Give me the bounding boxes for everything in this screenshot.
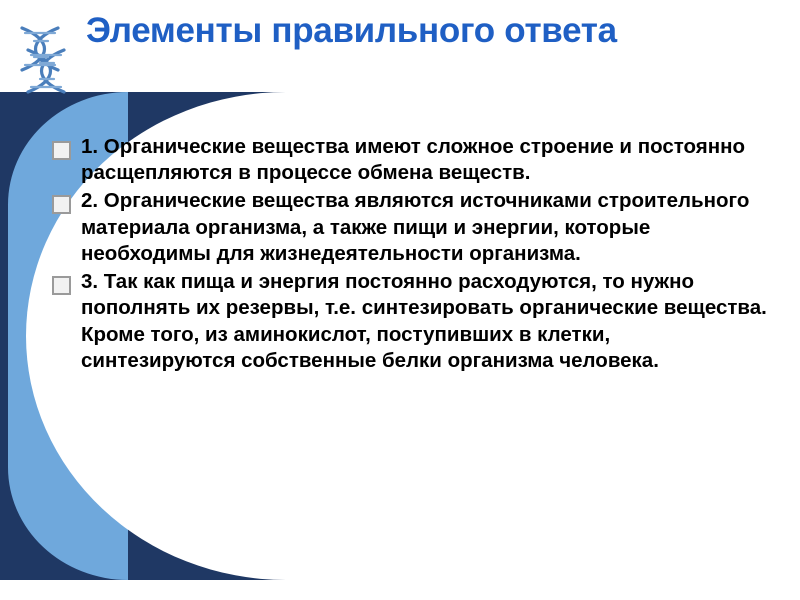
page-title: Элементы правильного ответа [86, 11, 617, 50]
list-item [52, 134, 768, 186]
list-item [52, 188, 768, 267]
square-bullet-icon [52, 141, 71, 160]
dna-helix-icon [8, 24, 94, 96]
bullet-list [52, 134, 768, 376]
list-item-text: 1. Органические вещества имеют сложное строение и постоянно расщепляются в процессе обмена веществ. [81, 135, 746, 185]
bottom-strip [0, 580, 800, 600]
square-bullet-icon [52, 195, 71, 214]
list-item-text: 3. Так как пища и энергия постоянно расходуются, то нужно пополнять их резервы, т.е. синтезировать органические вещества. Кроме того, из аминокислот, поступивших в клетки, синтезируются собственные белки организма человека. [81, 270, 767, 372]
list-item-text: 2. Органические вещества являются источниками строительного материала организма, а также пищи и энергии, которые необходимы для жизнедеятельности организма. [81, 189, 750, 265]
list-item [52, 269, 768, 374]
square-bullet-icon [52, 276, 71, 295]
